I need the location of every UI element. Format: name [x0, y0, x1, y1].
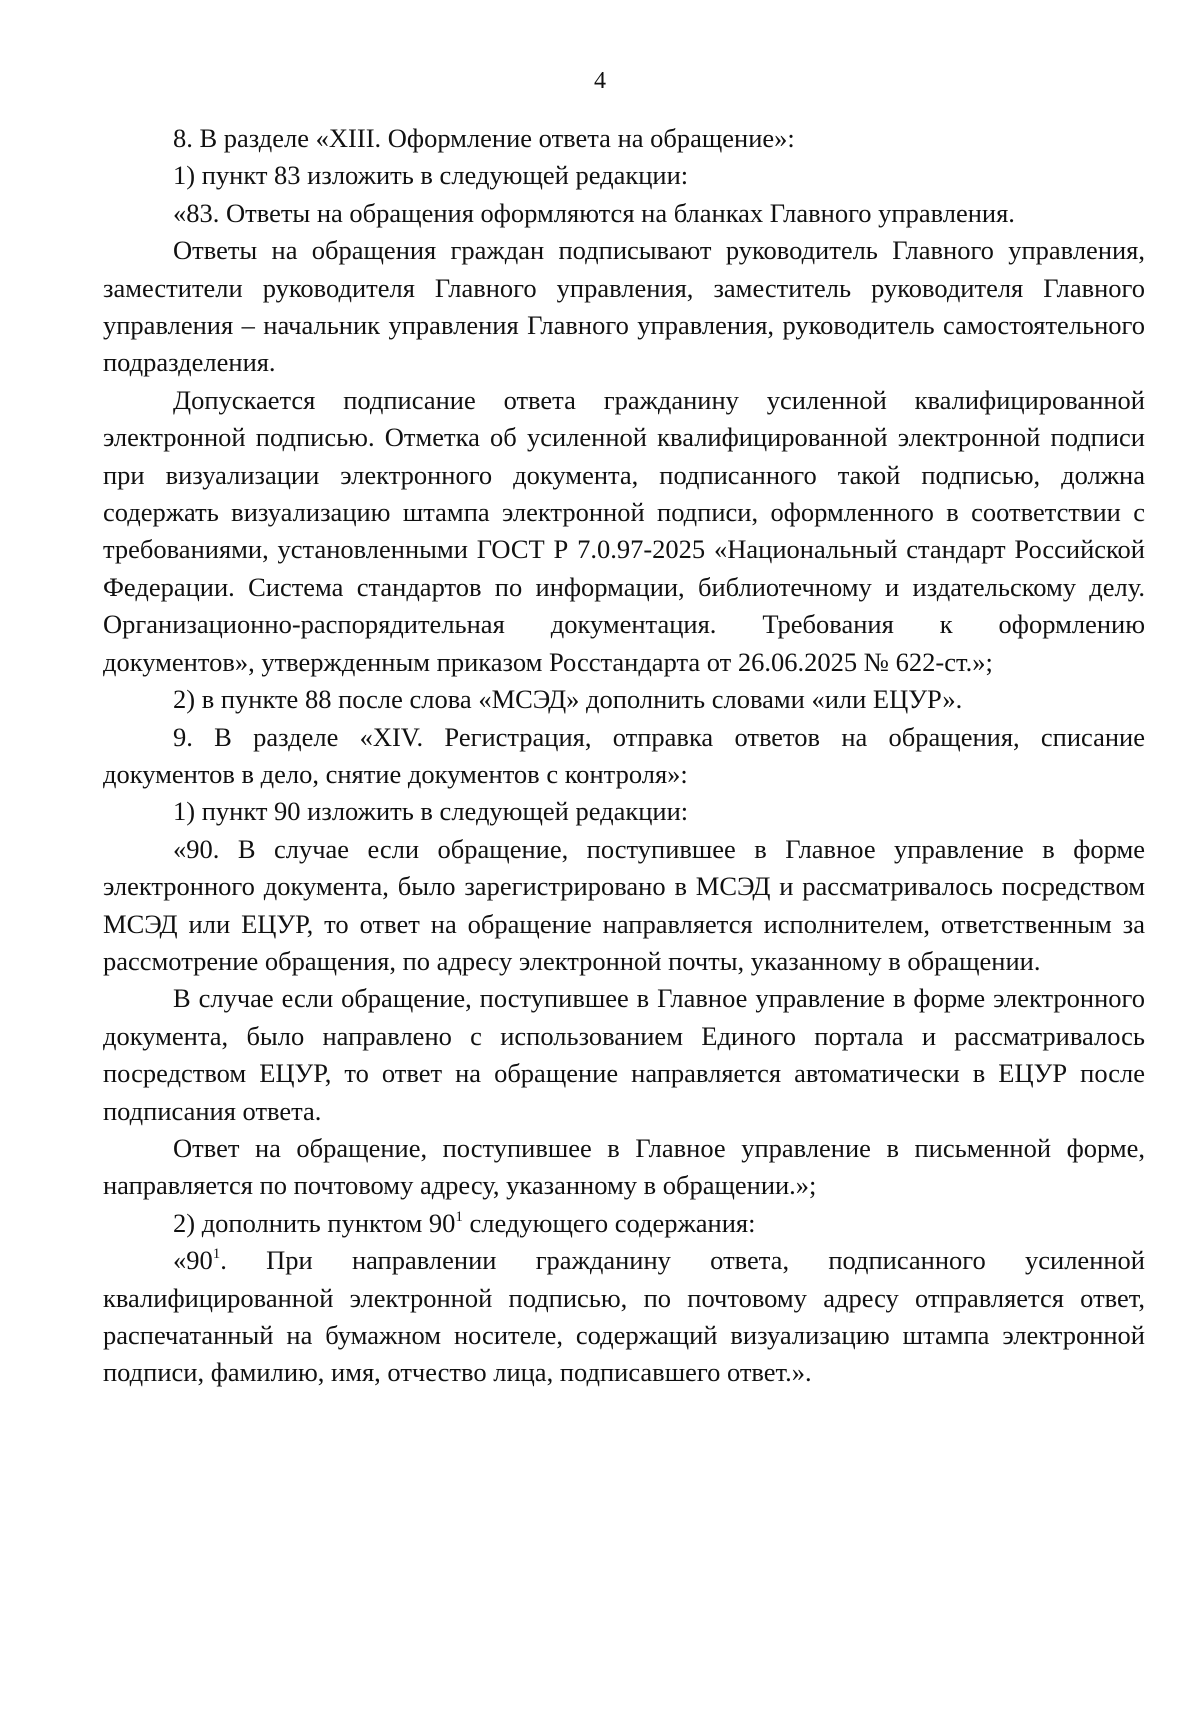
paragraph-electronic-signature: Допускается подписание ответа гражданину усиленной квалифицированной электронной подписью. Отметка об усиленной квалифицированной электронной подписи при визуализации электронного документа, подписанного такой подписью, должна содержать визуализацию штампа электронной подписи, оформленного в соответствии с требованиями, установленными ГОСТ Р 7.0.97-2025 «Национальный стандарт Российской Федерации. Система стандартов по информации, библиотечному и издательскому делу. Организационно-распорядительная документация. Требования к оформлению документов», утвержденным приказом Росстандарта от 26.06.2025 № 622-ст.»; [103, 384, 1145, 677]
paragraph-unified-portal: В случае если обращение, поступившее в Главное управление в форме электронного документа, было направлено с использованием Единого портала и рассматривалось посредством ЕЦУР, то ответ на обращение направляется автоматически в ЕЦУР после подписания ответа. [103, 983, 1145, 1126]
page-number: 4 [594, 68, 606, 94]
paragraph-item-83-intro: 1) пункт 83 изложить в следующей редакции: [173, 160, 689, 191]
paragraph-section-8-heading: 8. В разделе «XIII. Оформление ответа на обращение»: [173, 123, 795, 153]
superscript-index: 1 [212, 1246, 221, 1263]
paragraph-item-90-1-intro [103, 1205, 1145, 1242]
paragraph-item-88-amendment: 2) в пункте 88 после слова «МСЭД» дополнить словами «или ЕЦУР». [173, 684, 963, 715]
paragraph-written-form: Ответ на обращение, поступившее в Главное управление в письменной форме, направляется по почтовому адресу, указанному в обращении.»; [103, 1132, 1145, 1201]
paragraph-item-90-1-text-before: «90 [173, 1245, 213, 1276]
paragraph-signatories: Ответы на обращения граждан подписывают руководитель Главного управления, заместители руководителя Главного управления, заместитель руководителя Главного управления – начальник управления Главного управления, руководитель самостоятельного подразделения. [103, 235, 1145, 378]
paragraph-item-90-1-intro-after: следующего содержания: [462, 1207, 756, 1238]
paragraph-item-90-1-text [103, 1242, 1145, 1392]
paragraph-section-9-heading: 9. В разделе «XIV. Регистрация, отправка ответов на обращения, списание документов в дело, снятие документов с контроля»: [103, 721, 1145, 789]
paragraph-item-90-1-text-after: . При направлении гражданину ответа, подписанного усиленной квалифицированной электронной подписью, по почтовому адресу отправляется ответ, распечатанный на бумажном носителе, содержащий визуализацию штампа электронной подписи, фамилию, имя, отчество лица, подписавшего ответ.». [103, 1245, 1145, 1388]
paragraph-item-83-text: «83. Ответы на обращения оформляются на бланках Главного управления. [173, 197, 1015, 228]
paragraph-item-90-text: «90. В случае если обращение, поступившее в Главное управление в форме электронного документа, было зарегистрировано в МСЭД и рассматривалось посредством МСЭД или ЕЦУР, то ответ на обращение направляется исполнителем, ответственным за рассмотрение обращения, по адресу электронной почты, указанному в обращении. [103, 833, 1145, 976]
paragraph-item-90-intro: 1) пункт 90 изложить в следующей редакции: [173, 796, 689, 827]
paragraph-item-90-1-intro-before: 2) дополнить пунктом 90 [173, 1207, 456, 1238]
superscript-index: 1 [455, 1208, 463, 1225]
document-body [103, 120, 1145, 1392]
